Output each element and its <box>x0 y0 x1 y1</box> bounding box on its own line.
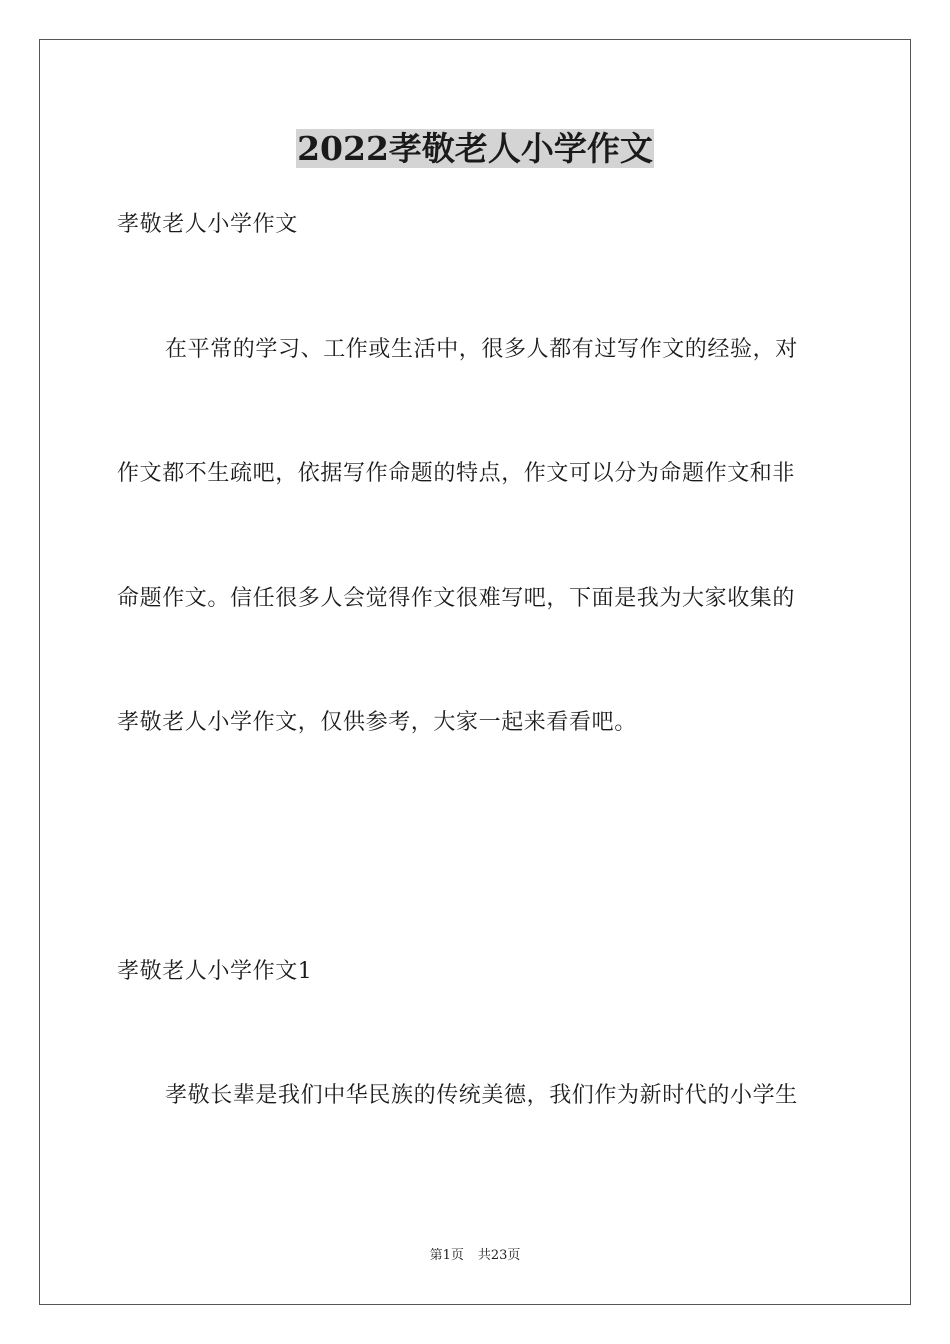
intro-paragraph-line: 孝敬老人小学作文，仅供参考，大家一起来看看吧。 <box>117 710 637 735</box>
intro-paragraph-line: 在平常的学习、工作或生活中，很多人都有过写作文的经验，对 <box>165 337 798 362</box>
document-subtitle: 孝敬老人小学作文 <box>117 212 298 237</box>
intro-paragraph-line: 作文都不生疏吧，依据写作命题的特点，作文可以分为命题作文和非 <box>117 461 796 486</box>
document-title-text: 2022孝敬老人小学作文 <box>297 129 653 168</box>
section-paragraph-line: 孝敬长辈是我们中华民族的传统美德，我们作为新时代的小学生 <box>165 1083 798 1108</box>
document-title <box>0 128 950 170</box>
section-heading: 孝敬老人小学作文1 <box>117 959 313 984</box>
intro-paragraph-line: 命题作文。信任很多人会觉得作文很难写吧，下面是我为大家收集的 <box>117 586 796 611</box>
page-footer <box>0 1246 950 1266</box>
footer-page-number: 第1页 <box>429 1248 464 1263</box>
footer-total-pages: 共23页 <box>477 1248 521 1263</box>
